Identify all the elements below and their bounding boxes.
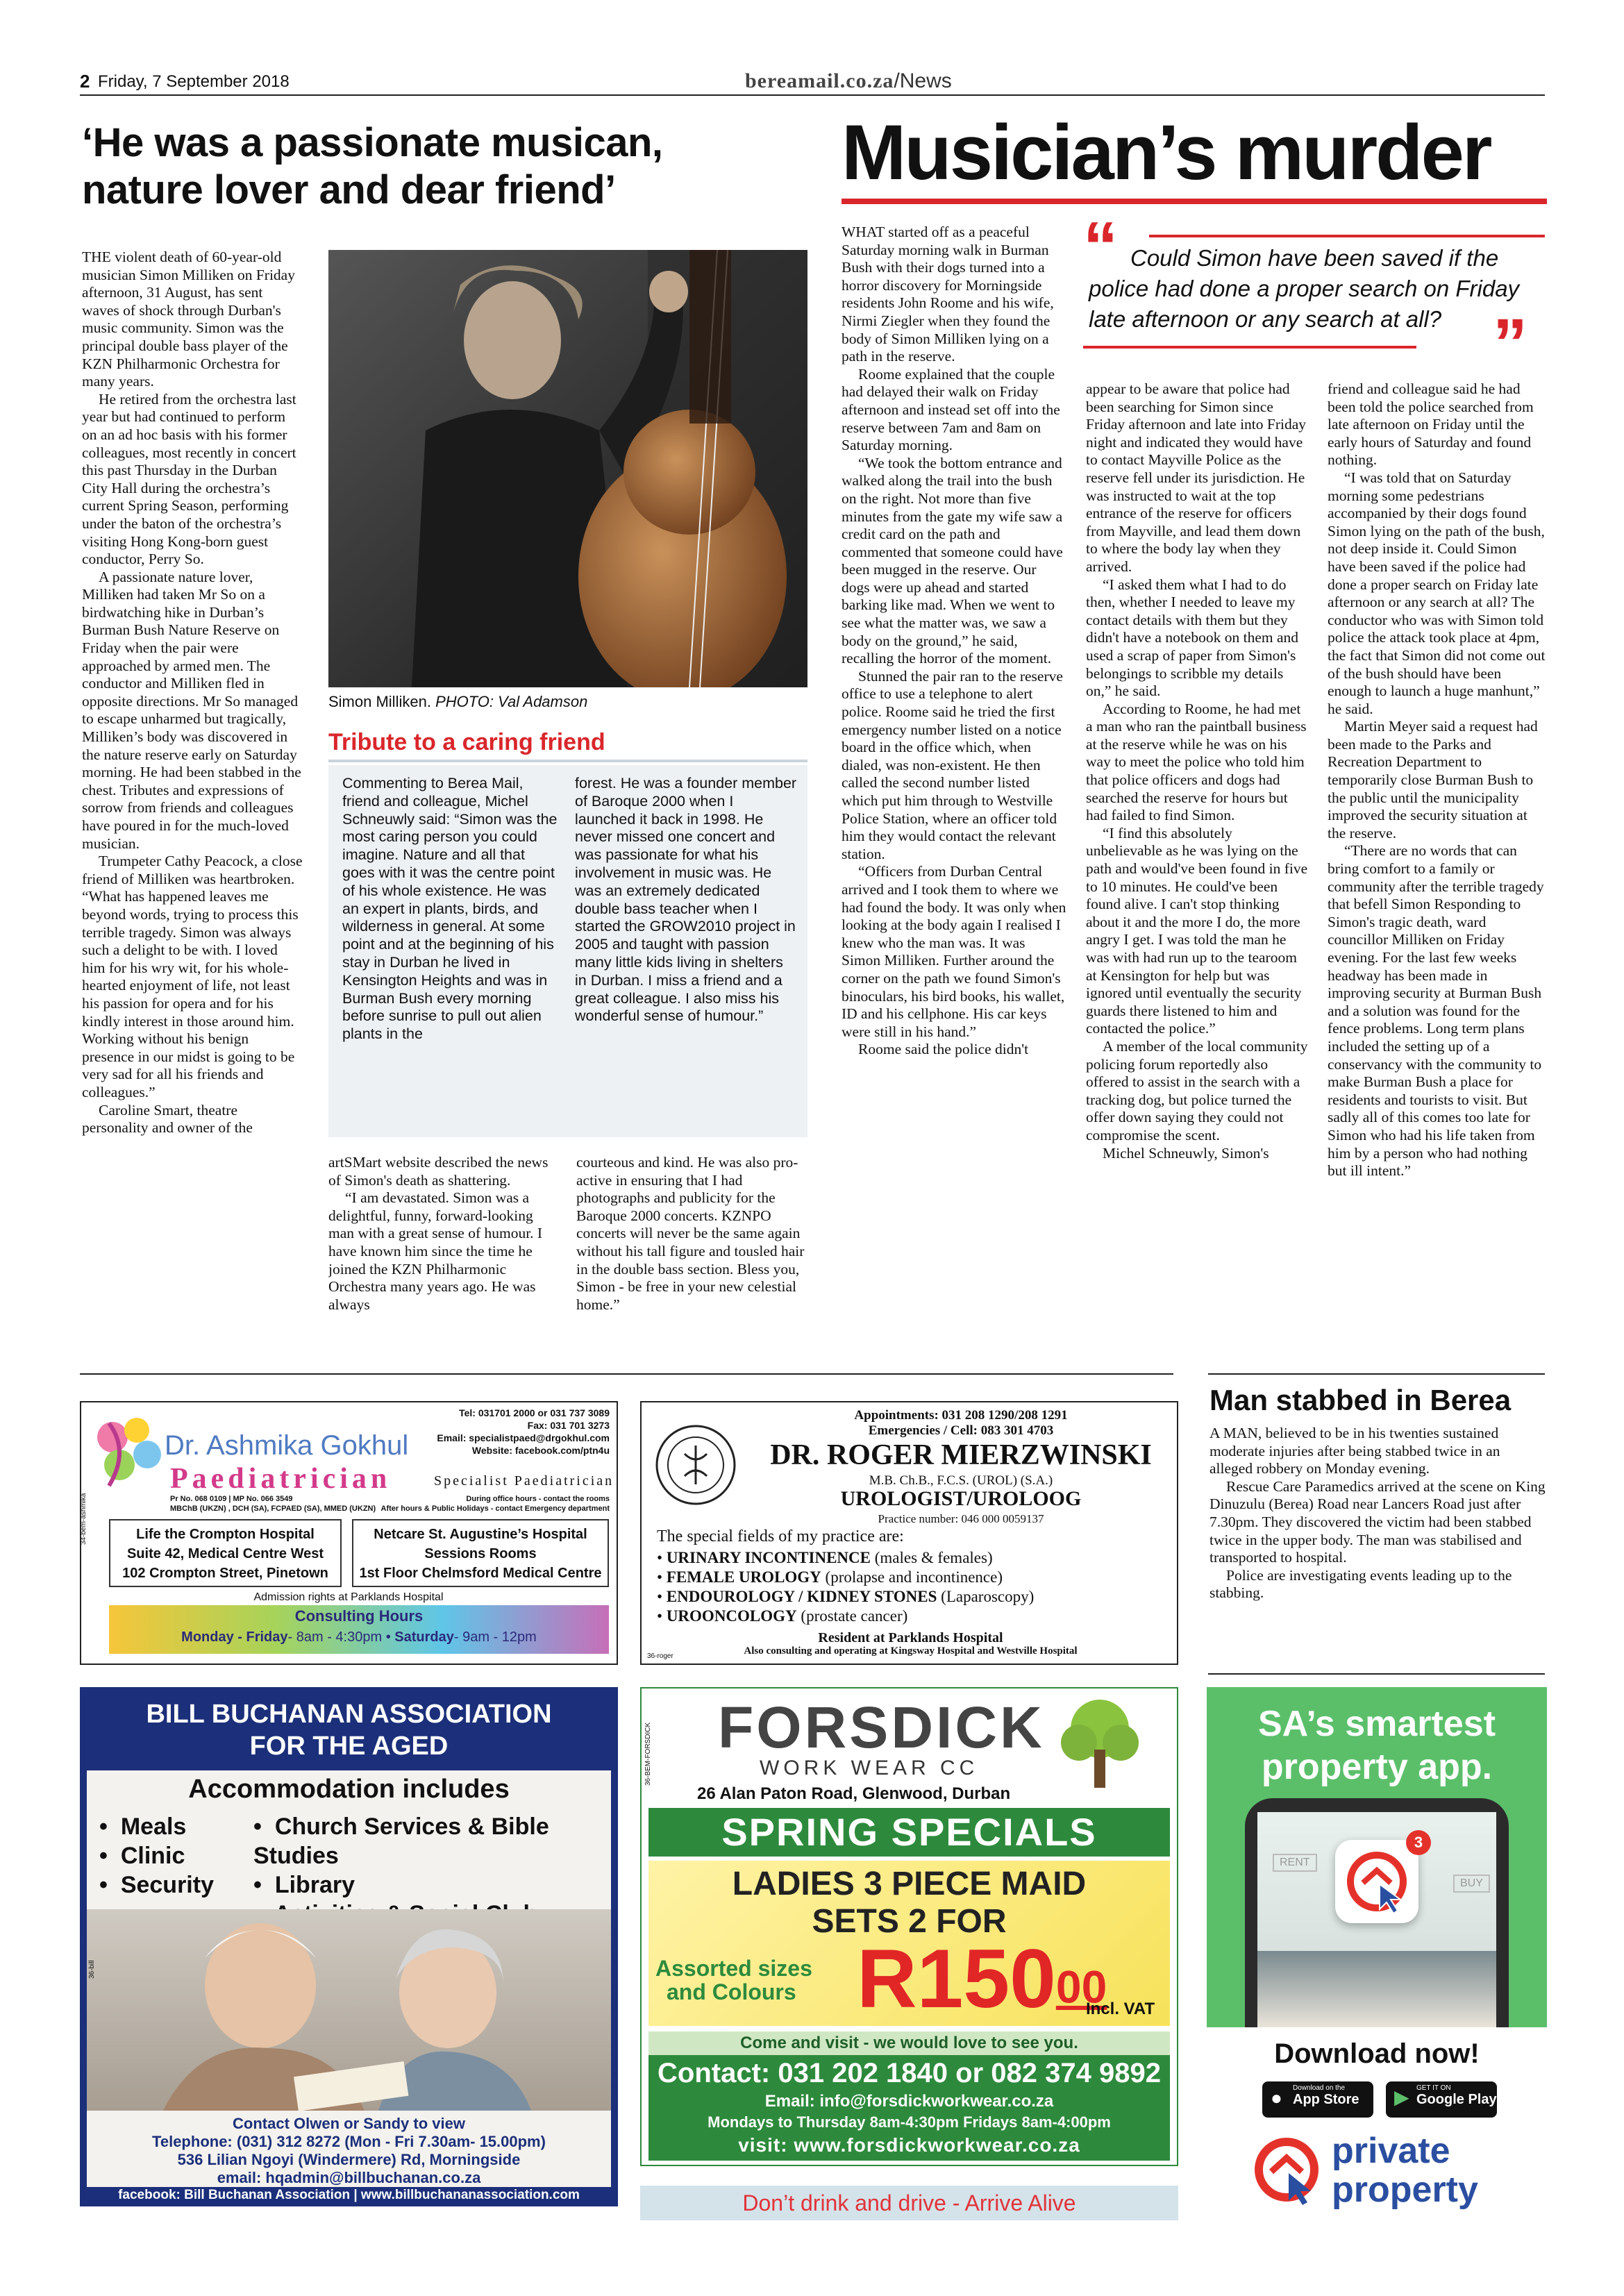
field-rest: (prolapse and incontinence) [821,1568,1003,1586]
section-name: /News [894,69,952,92]
gokhul-registration [170,1494,376,1514]
bullet: • [657,1607,663,1625]
buchanan-title [81,1698,617,1762]
paragraph: A passionate nature lover, Milliken had taken Mr So on a birdwatching hike in Durban’s Burman Bush Nature Reserve on Friday when the pair were approached by armed men. The conductor and Milliken fled in opposite directions. Mr So managed to escape unharmed but tragically, Milliken’s body was discovered in the nature reserve early on Saturday morning. He had been stabbed in the chest. Tributes and expressions of sorrow from friends and colleagues have poured in for the much-loved musician. [82,568,301,852]
mierz-intro: The special fields of my practice are: [657,1527,904,1545]
forsdick-price [857,1932,1107,2025]
paragraph: “I was told that on Saturday morning some pedestrians accompanied by their dogs found Simon lying on the path of the bush, not deep inside it. Could Simon have been saved if the police had done a proper search on Friday late afternoon or any search at all? The conductor who was with Simon told police the attack took place at 4pm, the fact that Simon did not come out of the bush should have been enough to launch a huge manhunt,” he said. [1328,469,1546,717]
tribute-panel [328,765,807,1137]
close-quote-icon: ” [1493,305,1527,383]
brief-body [1209,1425,1546,1602]
item-label: Church Services & Bible Studies [253,1813,549,1869]
forsdick-offer-line2: SETS 2 FOR [812,1903,1007,1940]
play-icon: ▶ [1394,2086,1409,2108]
tribute-box [328,729,807,1137]
buchanan-address: 536 Lilian Ngoyi (Windermere) Rd, Morningside [177,2151,521,2168]
paragraph: Trumpeter Cathy Peacock, a close friend of Milliken was heartbroken. “What has happened leaves me beyond words, trying to process this terrible tragedy. Simon was always such a delight to be with. I loved him for his wry wit, for his whole-hearted enjoyment of life, not least his passion for opera and for his kindly interest in those around him. Working without his benign presence in our midst is going to be very sad for all his friends and colleagues.” [82,853,303,1100]
gokhul-admission: Admission rights at Parklands Hospital [253,1591,444,1603]
buchanan-accommodation: Accommodation includes [188,1775,510,1804]
mierz-specialty: UROLOGIST/UROLOOG [840,1487,1082,1510]
ad-forsdick [640,1687,1178,2166]
paragraph: Police are investigating events leading up to the stabbing. [1209,1566,1512,1602]
private-property-logo-icon [1248,2131,1325,2208]
field-bold: FEMALE UROLOGY [666,1568,821,1586]
gokhul-logo-icon [88,1409,171,1493]
googleplay-label: Google Play [1416,2092,1497,2107]
buchanan-contact: Contact Olwen or Sandy to view [233,2115,465,2132]
brief-article [1209,1383,1546,1675]
field-item [657,1607,1034,1626]
paragraph: Stunned the pair ran to the reserve office to use a telephone to alert police. Roome said he tried the first emergency number listed on a notice board in the office which, when dialed, was non-existent. He then called the second number listed which put him through to Westville Police Station, where an officer told him they would contact the relevant station. [842,667,1063,862]
brand-line2: property [1332,2170,1478,2210]
appstore-label: App Store [1293,2092,1359,2107]
gokhul-consulting [109,1605,609,1654]
pullquote [1083,208,1548,383]
gokhul-code: 34-bem-ashmika [80,1493,87,1545]
forsdick-assorted [655,1956,812,2004]
paragraph: Rescue Care Paramedics arrived at the scene on King Dinuzulu (Berea) Road near Lancers Road just after 7.30pm. They discovered the victim had been stabbed twice in the upper body. The man was stabilised and transported to hospital. [1209,1477,1546,1566]
buchanan-telephone: Telephone: (031) 312 8272 (Mon - Fri 7.30am- 15.00pm) [152,2133,546,2150]
bullet: • [253,1813,262,1840]
paragraph: friend and colleague said he had been told the police searched from late afternoon on Friday until the early hours of Saturday and found nothing. [1328,380,1534,469]
home-cursor-icon [1335,1840,1418,1923]
buchanan-code: 36-bill [88,1960,96,1979]
mierz-fields [657,1548,1034,1626]
open-quote-icon: “ [1083,208,1118,285]
gokhul-tel: Tel: 031701 2000 or 031 737 3089 [459,1407,610,1418]
item [99,1870,214,1900]
property-download: Download now! [1274,2038,1480,2069]
paragraph: Roome explained that the couple had delayed their walk on Friday afternoon and instead set off into the reserve between 7am and 8am on Saturday morning. [842,365,1060,454]
tribute-col1: Commenting to Berea Mail, friend and colleague, Michel Schneuwly said: “Simon was the most caring person you could imagine. Nature and all that goes with it was the centre point of his whole existence. He was an expert in plants, birds, and wilderness in general. At some point and at the beginning of his stay in Durban he lived in Kensington Heights and was in Burman Bush every morning before sunrise to pull out alien plants in the [342,775,558,1043]
app-icon[interactable] [1335,1840,1418,1923]
forsdick-contact-panel [648,2031,1170,2161]
loc1-line1: Life the Crompton Hospital [136,1527,315,1542]
googleplay-small: GET IT ON [1416,2084,1451,2092]
forsdick-email: Email: info@forsdickworkwear.co.za [764,2092,1054,2111]
loc1-line2: Suite 42, Medical Centre West [126,1546,324,1561]
right-article-col2 [1086,380,1309,1380]
item [253,1812,611,1870]
paragraph: Caroline Smart, theatre personality and owner of the [82,1101,253,1137]
issue-date: Friday, 7 September 2018 [98,72,290,91]
consult-weekday-label: Monday - Friday [181,1629,288,1645]
paragraph: He retired from the orchestra last year but had continued to perform on an ad hoc basis with his former colleagues, most recently in concert this past Thursday in the Durban City Hall during the orchestra’s current Spring Season, performing under the baton of the orchestra’s visiting Hong Kong-born guest conductor, Perry So. [82,390,296,568]
paragraph-part: “There are no words that can bring comfort to a family or community after the terrible tragedy that befell Simon [1328,842,1544,913]
assorted-line1: Assorted sizes [655,1956,812,1981]
field-bold: URINARY INCONTINENCE [666,1549,871,1566]
mierz-quals: M.B. Ch.B., F.C.S. (UROL) (S.A.) [869,1473,1053,1488]
brief-headline: Man stabbed in Berea [1209,1384,1512,1416]
paragraph: courteous and kind. He was also pro-active in ensuring that I had photographs and publicity for the Baroque 2000 concerts. KZNPO concerts will never be the same again without his tall figure and tousled hair in the double bass section. Bless you, Simon - be free in your new celestial home.” [576,1154,805,1313]
field-rest: (males & females) [870,1549,993,1566]
loc2-line2: Sessions Rooms [424,1546,537,1561]
forsdick-specials: SPRING SPECIALS [648,1808,1170,1857]
gokhul-website: Website: facebook.com/ptn4u [471,1445,610,1456]
brief-top-rule [1208,1373,1545,1375]
googleplay-button[interactable] [1386,2081,1497,2118]
item-label: Meals [120,1813,187,1840]
paragraph: artSMart website described the news of Simon's death as shattering. [328,1154,549,1189]
gokhul-fax: Fax: 031 701 3273 [527,1420,610,1431]
item [99,1812,214,1841]
paragraph: A MAN, believed to be in his twenties sustained moderate injuries after being stabbed twice in an alleged robbery on Monday evening. [1209,1425,1500,1477]
forsdick-offer-panel [648,1861,1170,2026]
bullet: • [99,1843,108,1869]
bullet: • [99,1872,108,1898]
paragraph: Michel Schneuwly, Simon's [1103,1144,1269,1162]
ad-mierzwinski [640,1401,1178,1665]
field-bold: UROONCOLOGY [666,1607,797,1625]
property-headline-line1: SA’s smartest [1257,1704,1496,1744]
appstore-small: Download on the [1293,2084,1346,2092]
apple-icon: ● [1271,2087,1282,2109]
mierz-also: Also consulting and operating at Kingsway Hospital and Westville Hospital [744,1645,1078,1657]
pullquote-top-rule [1149,235,1545,237]
tree-logo-icon [1051,1694,1148,1791]
bullet: • [99,1813,108,1840]
gokhul-quals: MBChB (UKZN) , DCH (SA), FCPAED (SA), MMED (UKZN) [170,1505,376,1513]
gokhul-location2 [352,1519,609,1587]
field-item [657,1548,1034,1568]
gokhul-name: Dr. Ashmika Gokhul [165,1430,409,1461]
consult-weekday-time: - 8am - 4:30pm [287,1629,383,1645]
site-name [745,69,952,93]
consult-sat-label: Saturday [394,1629,454,1645]
buchanan-title-line1: BILL BUCHANAN ASSOCIATION [146,1700,552,1729]
forsdick-sub: WORK WEAR CC [760,1757,979,1779]
elderly-couple-illustration [87,1909,611,2111]
forsdick-offer-line1: LADIES 3 PIECE MAID [732,1866,1087,1902]
paragraph: Roome said the police didn't [858,1041,1029,1058]
forsdick-vat: Incl. VAT [1086,2000,1155,2018]
field-rest: (Laparoscopy) [937,1588,1035,1605]
gokhul-subtitle: Specialist Paediatrician [434,1473,614,1489]
left-headline-line1: ‘He was a passionate musican, [82,120,663,165]
header-rule [80,94,1545,96]
mierz-practice: Practice number: 046 000 0059137 [878,1512,1044,1525]
ad-buchanan [80,1687,618,2206]
pullquote-bottom-rule [1083,346,1416,349]
item-label: Library [274,1872,355,1898]
bullet: • [657,1549,663,1566]
musician-photo [328,250,807,687]
paragraph: “I asked them what I had to do then, whether I needed to leave my contact details with them but they didn't have a notebook on them and used a scrap of paper from Simon's belongings to scribble my details on,” he said. [1086,576,1298,700]
tribute-col2: forest. He was a founder member of Baroque 2000 when I launched it back in 1998. He never missed one concert and was passionate for what his involvement in music was. He was an extremely dedicated double bass teacher when I started the GROW2010 project in 2005 and taught with passion many little kids living in shelters in Durban. I miss a friend and a great colleague. I also miss his wonderful sense of humour.” [575,775,797,1025]
gokhul-email: Email: specialistpaed@drgokhul.com [437,1432,610,1443]
forsdick-hours: Mondays to Thursday 8am-4:30pm Fridays 8am-4:00pm [708,2113,1111,2131]
item [99,1841,214,1870]
gokhul-reg: Pr No. 068 0109 | MP No. 066 3549 [170,1495,293,1503]
rent-label: RENT [1273,1854,1317,1872]
loc1-line3: 102 Crompton Street, Pinetown [122,1566,328,1581]
left-headline-line2: nature lover and dear friend’ [82,167,616,212]
pullquote-text: Could Simon have been saved if the police had done a proper search on Friday late afternoon or any search at all? [1089,245,1520,332]
phone-mockup [1245,1798,1509,2027]
paragraph: According to Roome, he had met a man who ran the paintball business at the reserve while he was on his way to meet the police who told him that police officers and dogs had searched the reserve for hours but had failed to find Simon. [1086,700,1307,824]
property-brand [1332,2131,1478,2209]
right-headline: Musician’s murder [842,109,1491,196]
buchanan-email: email: hqadmin@billbuchanan.co.za [217,2169,481,2186]
caption-credit: PHOTO: Val Adamson [435,693,588,710]
gokhul-note1: During office hours - contact the rooms [466,1495,610,1503]
bullet: • [253,1872,262,1898]
left-article-col1 [82,249,303,1373]
consult-sat-time: - 9am - 12pm [453,1629,537,1645]
forsdick-visit: visit: www.forsdickworkwear.co.za [738,2134,1080,2156]
notification-badge: 3 [1406,1830,1431,1855]
mierz-appointments [753,1408,1169,1439]
emergencies: Emergencies / Cell: 083 301 4703 [868,1423,1054,1438]
ad-private-property [1207,1687,1547,2215]
paragraph: WHAT started off as a peaceful Saturday morning walk in Burman Bush with their dogs turned into a horror discovery for Morningside residents John Roome and his wife, Nirmi Ziegler when they found the body of Simon Milliken lying on a path in the reserve. [842,224,1054,365]
field-item [657,1587,1034,1607]
property-headline-line2: property app. [1261,1747,1493,1787]
paragraph-part: Martin Meyer said a request had been made to the Parks and Recreation Department to temporarily close Burman Bush to the public until the municipality improved the security situation at the reserve. [1328,718,1538,841]
buchanan-title-line2: FOR THE AGED [249,1732,449,1761]
paragraph: “We took the bottom entrance and walked along the trail into the bush on the right. Not more than five minutes from the gate my wife saw a credit card on the path and commented that someone could have been mugged in the reserve. Our dogs were up ahead and started barking like mad. When we went to see what the matter was, we saw a body on the ground,” he said, recalling the horror of the moment. [842,454,1063,667]
paragraph: THE violent death of 60-year-old musician Simon Milliken on Friday afternoon, 31 August, has sent waves of shock through Durban's music community. Simon was the principal double bass player of the KZN Philharmonic Orchestra for many years. [82,249,295,390]
brand-line1: private [1332,2131,1450,2171]
consult-title: Consulting Hours [294,1607,424,1625]
mierz-code: 36-roger [647,1652,673,1660]
consult-sep: • [385,1629,391,1645]
gokhul-title: Paediatrician [170,1463,392,1495]
buchanan-panel [87,1770,611,2187]
forsdick-code: 36-BEM-FORSDICK [644,1722,652,1786]
page-header [80,68,1545,96]
paragraph [1328,718,1548,842]
brief-bottom-rule [1208,1673,1545,1675]
gokhul-note2: After hours & Public Holidays - contact Emergency department [380,1505,610,1513]
gokhul-location1 [109,1519,342,1587]
paragraph: appear to be aware that police had been searching for Simon since Friday afternoon and late into Friday night and indicated they would have to contact Mayville Police as the reserve fell under its jurisdiction. He was instructed to wait at the top entrance of the reserve for officers from Mayville, and lead them down to where the body lay when they arrived. [1086,380,1307,575]
loc2-line3: 1st Floor Chelmsford Medical Centre [359,1566,602,1581]
right-article-col1 [842,224,1067,1376]
price-cents: 00 [1055,1961,1107,2013]
consult-hours [109,1627,609,1647]
caption-text: Simon Milliken. [328,693,431,710]
appstore-button[interactable] [1262,2081,1373,2118]
item-label: Clinic [120,1843,185,1869]
forsdick-name: FORSDICK [718,1695,1045,1760]
forsdick-contact: Contact: 031 202 1840 or 082 374 9892 [658,2058,1161,2088]
tribute-title-rule [328,760,807,762]
gokhul-hours-notes [381,1494,610,1514]
mierz-resident: Resident at Parklands Hospital [818,1630,1003,1645]
item [253,1870,611,1900]
right-article-col3 [1328,380,1548,1380]
tribute-title: Tribute to a caring friend [328,729,605,755]
buchanan-contact-block [87,2115,611,2187]
item-label: Security [120,1872,214,1898]
paragraph [1328,842,1548,1180]
paragraph: “I find this absolutely unbelievable as he was lying on the path and would've been found in five to 10 minutes. He could've been found alive. I can't stop thinking about it and the more I do, the more angry I get. I was told the man he was with had run up to the tearoom at Kensington for help but was ignored until eventually the security guards there listened to him and contacted the police.” [1086,824,1308,1037]
paragraph-part: Responding to Simon's tragic death, ward councillor Milliken on Friday evening. For the last few weeks headway has been made in improving security at Burman Bush and a solution was found for the fence problems. Long term plans included the setting up of a conservancy with the community to make Burman Bush a place for residents and tourists to visit. But sadly all of this comes too late for Simon who had his life taken from him by a person who had nothing but ill intent.” [1328,896,1542,1180]
bullet: • [657,1588,663,1605]
ad-gokhul [80,1401,618,1665]
arrive-alive-banner: Don’t drink and drive - Arrive Alive [640,2186,1178,2220]
field-item [657,1568,1034,1587]
property-headline [1207,1702,1547,1788]
page-number: 2 [80,71,90,92]
price: R150 [857,1932,1056,2025]
photo-caption [328,693,587,711]
right-headline-underline [842,199,1547,204]
buchanan-items-left [99,1812,214,1900]
urology-seal-icon [654,1423,737,1507]
assorted-line2: and Colours [667,1979,796,2004]
left-article-col2-bottom [328,1154,554,1376]
buchanan-facebook: facebook: Bill Buchanan Association | www.billbuchananassociation.com [118,2188,580,2202]
field-bold: ENDOUROLOGY / KIDNEY STONES [666,1588,937,1605]
house-image [1257,1951,1496,2027]
paragraph: “I am devastated. Simon was a delightful, funny, forward-looking man with a great sense of humour. I have known him since the time he joined the KZN Philharmonic Orchestra many years ago. He was always [328,1189,543,1313]
appointments: Appointments: 031 208 1290/208 1291 [854,1408,1068,1423]
paragraph: A member of the local community policing forum reportedly also offered to assist in the search with a tracking dog, but police turned the offer down saying they could not compromise the scent. [1086,1037,1308,1143]
forsdick-come: Come and visit - we would love to see you. [648,2031,1170,2055]
elderly-couple-photo [87,1909,611,2111]
gokhul-contact [387,1407,610,1457]
forsdick-address: 26 Alan Paton Road, Glenwood, Durban [697,1784,1011,1803]
musician-illustration [328,250,807,687]
site-domain: bereamail.co.za [745,69,894,92]
paragraph: “Officers from Durban Central arrived and I took them to where we had found the body. It was only when looking at the body again I realised I knew who the man was. It was Simon Milliken. Further around the corner on the path we found Simon's binoculars, his bird books, his wallet, ID and his cellphone. His car keys were still in his hand.” [842,863,1066,1040]
property-green-panel [1207,1687,1547,2027]
left-headline [82,119,811,214]
article-bottom-rule [80,1373,1173,1375]
left-article-col3-bottom [576,1154,807,1376]
loc2-line1: Netcare St. Augustine’s Hospital [374,1527,587,1542]
field-rest: (prostate cancer) [796,1607,908,1625]
mierz-name: DR. ROGER MIERZWINSKI [770,1439,1152,1471]
bullet: • [657,1568,663,1586]
buy-label: BUY [1453,1875,1490,1893]
